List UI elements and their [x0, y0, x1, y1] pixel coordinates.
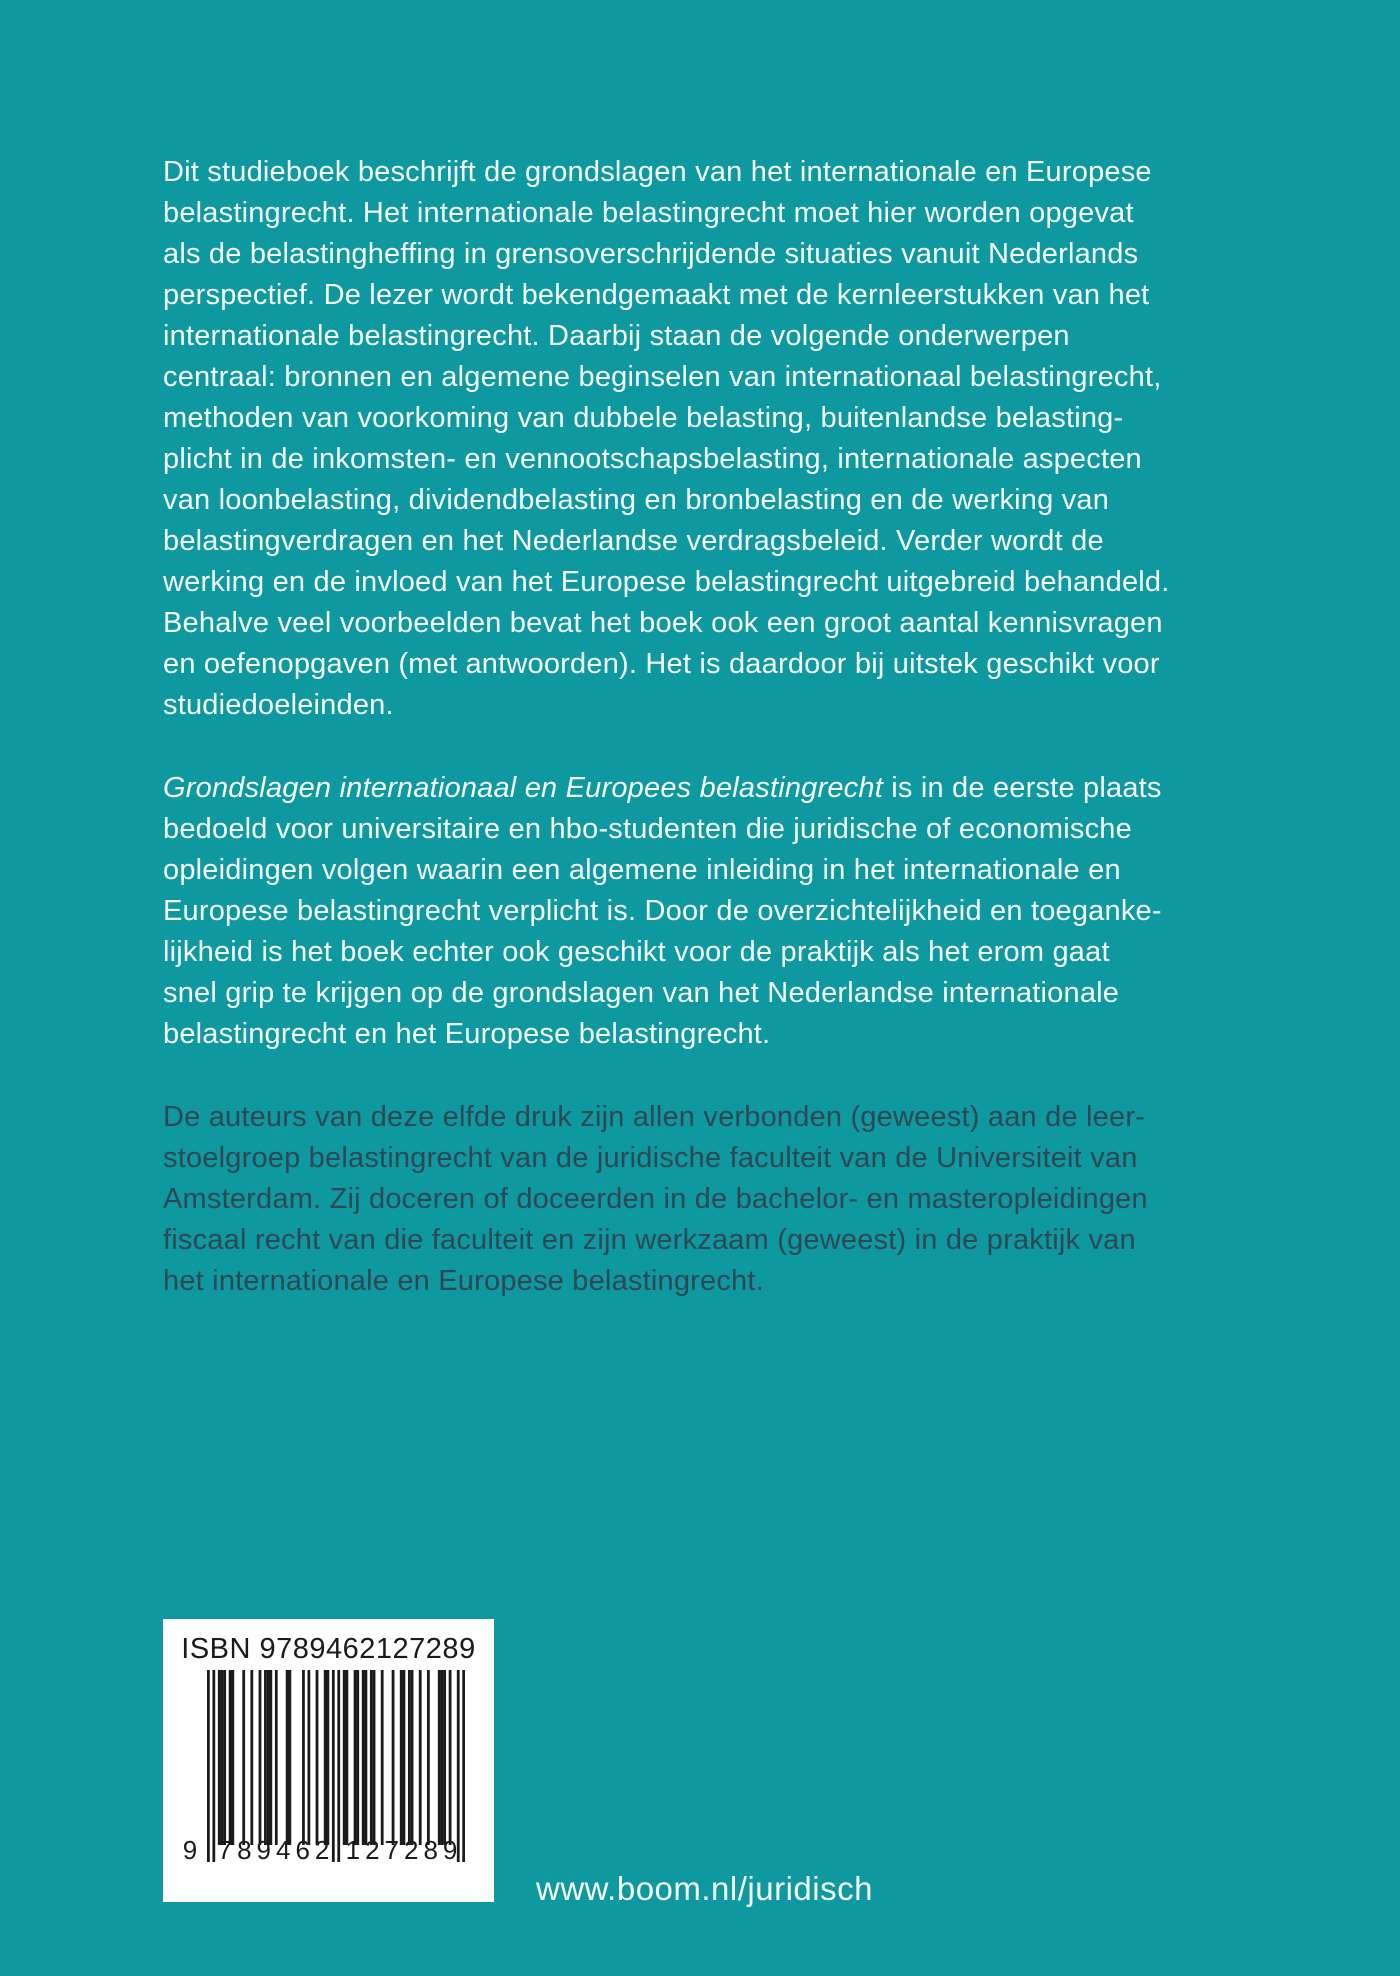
text-line: centraal: bronnen en algemene beginselen van internationaal belastingrecht, — [163, 361, 1162, 393]
text-line: bedoeld voor universitaire en hbo-studenten die juridische of economische — [163, 813, 1132, 845]
paragraph-audience-rest — [163, 809, 1283, 1055]
barcode-digit-first: 9 — [182, 1835, 198, 1865]
book-title-italic: Grondslagen internationaal en Europees belastingrecht — [163, 772, 883, 804]
text-line: Amsterdam. Zij doceren of doceerden in de bachelor- en masteropleidingen — [163, 1183, 1148, 1215]
text-line: fiscaal recht van die faculteit en zijn werkzaam (geweest) in de praktijk van — [163, 1224, 1136, 1256]
text-line: Europese belastingrecht verplicht is. Door de overzichtelijkheid en toeganke- — [163, 895, 1162, 927]
isbn-number-text: ISBN 9789462127289 — [181, 1633, 476, 1665]
text-line: De auteurs van deze elfde druk zijn allen verbonden (geweest) aan de leer- — [163, 1101, 1146, 1133]
text-line: van loonbelasting, dividendbelasting en bronbelasting en de werking van — [163, 484, 1110, 516]
back-cover-text — [163, 152, 1283, 1302]
text-line: Behalve veel voorbeelden bevat het boek ook een groot aantal kennisvragen — [163, 607, 1163, 639]
text-line: en oefenopgaven (met antwoorden). Het is daardoor bij uitstek geschikt voor — [163, 648, 1160, 680]
text-line: belastingrecht. Het internationale belastingrecht moet hier worden opgevat — [163, 197, 1134, 229]
text-line: Dit studieboek beschrijft de grondslagen van het internationale en Europese — [163, 156, 1152, 188]
text-line: perspectief. De lezer wordt bekendgemaakt met de kernleerstukken van het — [163, 279, 1150, 311]
text-line: methoden van voorkoming van dubbele belasting, buitenlandse belasting- — [163, 402, 1124, 434]
text-line: het internationale en Europese belastingrecht. — [163, 1265, 764, 1297]
paragraph-summary — [163, 152, 1283, 726]
text-line: studiedoeleinden. — [163, 689, 394, 721]
isbn-barcode-label — [163, 1619, 494, 1902]
text-line: stoelgroep belastingrecht van de juridische faculteit van de Universiteit van — [163, 1142, 1138, 1174]
paragraph-audience-line1-rest: is in de eerste plaats — [882, 772, 1162, 804]
paragraph-audience-line1 — [163, 768, 1283, 809]
text-line: lijkheid is het boek echter ook geschikt voor de praktijk als het erom gaat — [163, 936, 1110, 968]
paragraph-audience — [163, 768, 1283, 1055]
barcode-digits-right: 127289 — [345, 1835, 463, 1865]
paragraph-authors — [163, 1097, 1283, 1302]
text-line: internationale belastingrecht. Daarbij staan de volgende onderwerpen — [163, 320, 1070, 352]
barcode-digits-left: 789462 — [217, 1835, 335, 1865]
ean13-barcode — [207, 1670, 465, 1862]
text-line: opleidingen volgen waarin een algemene inleiding in het internationale en — [163, 854, 1121, 886]
text-line: plicht in de inkomsten- en vennootschapsbelasting, internationale aspecten — [163, 443, 1142, 475]
text-line: snel grip te krijgen op de grondslagen van het Nederlandse internationale — [163, 977, 1120, 1009]
publisher-url: www.boom.nl/juridisch — [536, 1870, 873, 1907]
text-line: werking en de invloed van het Europese belastingrecht uitgebreid behandeld. — [163, 566, 1170, 598]
text-line: belastingrecht en het Europese belastingrecht. — [163, 1018, 771, 1050]
text-line: belastingverdragen en het Nederlandse verdragsbeleid. Verder wordt de — [163, 525, 1104, 557]
text-line: als de belastingheffing in grensoverschrijdende situaties vanuit Nederlands — [163, 238, 1139, 270]
